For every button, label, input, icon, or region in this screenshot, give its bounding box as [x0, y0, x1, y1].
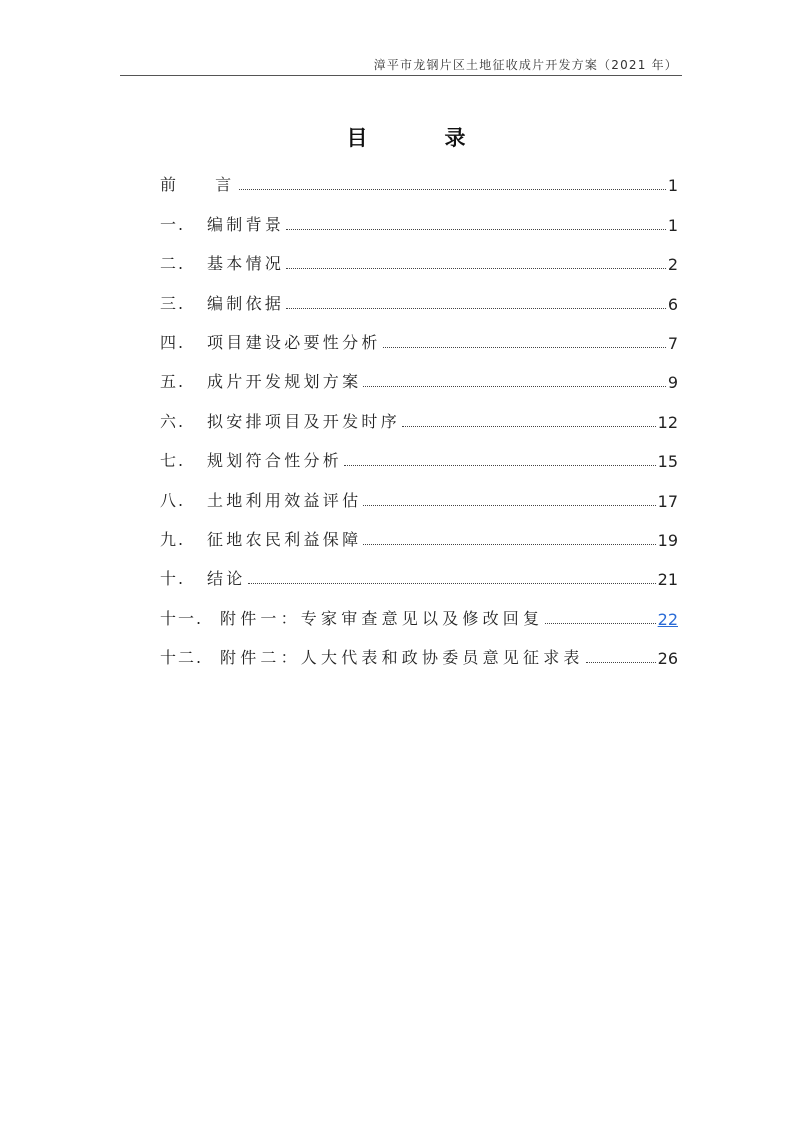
toc-entry-text: 项目建设必要性分析 [207, 332, 381, 352]
toc-entry-text: 规划符合性分析 [207, 451, 343, 471]
toc-page-number: 9 [667, 373, 678, 393]
header-rule [120, 75, 682, 76]
toc-entry-number: 二. [160, 254, 186, 274]
toc-entry-text: 拟安排项目及开发时序 [207, 411, 401, 431]
toc-entry-text: 征地农民利益保障 [207, 529, 362, 549]
toc-entry[interactable] [160, 589, 678, 628]
toc-entry[interactable] [160, 392, 678, 431]
toc-page-number: 15 [657, 452, 678, 472]
toc-title: 目 录 [346, 126, 494, 150]
toc-entry[interactable] [160, 432, 678, 471]
toc-entry-text: 基本情况 [207, 254, 285, 274]
toc-entry-number: 三. [160, 293, 186, 313]
toc-entry[interactable] [160, 235, 678, 274]
toc-entry[interactable] [160, 314, 678, 353]
toc-page-number: 1 [667, 215, 678, 235]
toc-entry[interactable] [160, 471, 678, 510]
dot-leader [286, 308, 666, 309]
toc-entry[interactable] [160, 511, 678, 550]
dot-leader [344, 465, 656, 466]
toc-entry-number: 一. [160, 214, 186, 234]
dot-leader [239, 189, 666, 190]
toc-page-number: 7 [667, 333, 678, 353]
dot-leader [363, 386, 665, 387]
toc-page-number: 19 [657, 530, 678, 550]
dot-leader [586, 662, 656, 663]
toc-entry-number: 八. [160, 490, 186, 510]
toc-page-number: 6 [667, 294, 678, 314]
toc-entry[interactable] [160, 629, 678, 668]
toc-entry[interactable] [160, 195, 678, 234]
toc-entry-number: 九. [160, 529, 186, 549]
toc-page-number: 1 [667, 176, 678, 196]
toc-entry-text: 编制依据 [207, 293, 285, 313]
toc-entry-number: 十. [160, 569, 186, 589]
toc-entry-text: 附件二：人大代表和政协委员意见征求表 [220, 648, 584, 668]
toc-entry-number: 四. [160, 332, 186, 352]
toc-page-link[interactable]: 22 [657, 609, 678, 629]
toc-page-number: 26 [657, 649, 678, 669]
toc-entry-text: 编制背景 [207, 214, 285, 234]
toc-entry-number: 十一. [160, 608, 204, 628]
dot-leader [402, 426, 656, 427]
toc-page-number: 2 [667, 255, 678, 275]
dot-leader [248, 583, 656, 584]
dot-leader [383, 347, 666, 348]
running-header: 漳平市龙钢片区土地征收成片开发方案（2021 年） [373, 58, 678, 72]
toc-entry-text: 土地利用效益评估 [207, 490, 362, 510]
toc-entry[interactable] [160, 274, 678, 313]
table-of-contents [160, 156, 678, 668]
toc-entry[interactable] [160, 353, 678, 392]
toc-entry-number: 七. [160, 451, 186, 471]
toc-entry-preface[interactable] [160, 156, 678, 195]
toc-entry[interactable] [160, 550, 678, 589]
dot-leader [545, 623, 655, 624]
toc-entry-number: 十二. [160, 648, 204, 668]
dot-leader [363, 505, 655, 506]
toc-entry-text: 结论 [207, 569, 246, 589]
dot-leader [286, 268, 666, 269]
toc-page-number: 12 [657, 412, 678, 432]
dot-leader [286, 229, 666, 230]
toc-page-number: 17 [657, 491, 678, 511]
dot-leader [363, 544, 655, 545]
toc-entry-text: 附件一：专家审查意见以及修改回复 [220, 608, 544, 628]
toc-page-number: 21 [657, 570, 678, 590]
toc-entry-text: 前 言 [160, 175, 238, 195]
toc-entry-number: 六. [160, 411, 186, 431]
toc-entry-text: 成片开发规划方案 [207, 372, 362, 392]
toc-entry-number: 五. [160, 372, 186, 392]
